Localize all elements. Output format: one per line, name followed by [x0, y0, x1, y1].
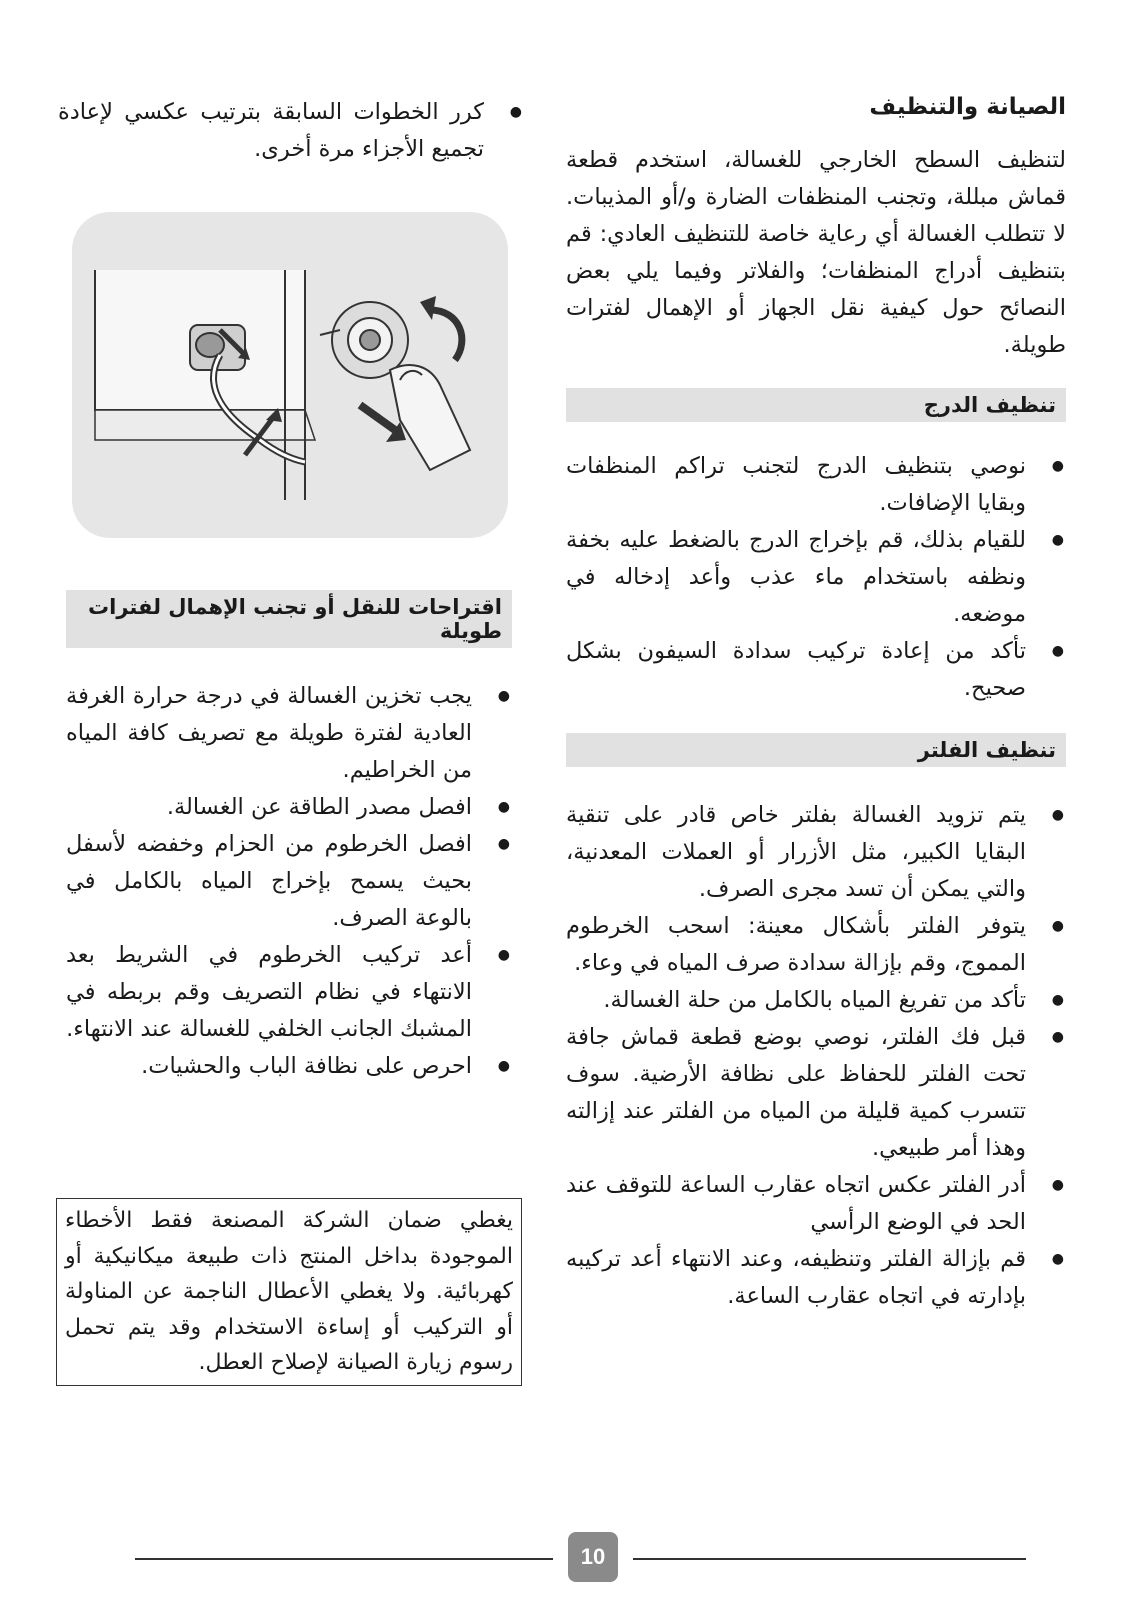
drawer-list	[566, 448, 1066, 707]
list-item: ● كرر الخطوات السابقة بترتيب عكسي لإعادة تجميع الأجزاء مرة أخرى.	[58, 94, 524, 168]
intro-paragraph: لتنظيف السطح الخارجي للغسالة، استخدم قطعة قماش مبللة، وتجنب المنظفات الضارة و/أو المذيبات. لا تتطلب الغسالة أي رعاية خاصة للتنظيف العادي: قم بتنظيف أدراج المنظفات؛ والفلاتر وفيما يلي بعض النصائح حول كيفية نقل الجهاز أو الإهمال لفترات طويلة.	[566, 147, 1066, 358]
storage-section	[66, 590, 512, 1085]
storage-list	[66, 678, 512, 1085]
list-item: ● نوصي بتنظيف الدرج لتجنب تراكم المنظفات وبقايا الإضافات.	[566, 448, 1066, 522]
list-item: ● احرص على نظافة الباب والحشيات.	[66, 1048, 512, 1085]
list-item: ● أدر الفلتر عكس اتجاه عقارب الساعة للتوقف عند الحد في الوضع الرأسي	[566, 1167, 1066, 1241]
footer-rule-right	[633, 1558, 1026, 1560]
list-item: ● تأكد من إعادة تركيب سدادة السيفون بشكل صحيح.	[566, 633, 1066, 707]
warranty-note: يغطي ضمان الشركة المصنعة فقط الأخطاء الموجودة بداخل المنتج ذات طبيعة ميكانيكية أو كهربائية. ولا يغطي الأعطال الناجمة عن المناولة أو التركيب أو إساءة الاستخدام وقد يتم تحمل رسوم زيارة الصيانة لإصلاح العطل.	[56, 1198, 522, 1386]
continued-list	[58, 94, 524, 168]
list-item: ● قبل فك الفلتر، نوصي بوضع قطعة قماش جافة تحت الفلتر للحفاظ على نظافة الأرضية. سوف تتسرب كمية قليلة من المياه من الفلتر عند إزالته وهذا أمر طبيعي.	[566, 1019, 1066, 1167]
list-item: ● قم بإزالة الفلتر وتنظيفه، وعند الانتهاء أعد تركيبه بإدارته في اتجاه عقارب الساعة.	[566, 1241, 1066, 1315]
storage-heading: اقتراحات للنقل أو تجنب الإهمال لفترات طويلة	[66, 590, 512, 648]
section-title: الصيانة والتنظيف	[869, 94, 1066, 120]
left-column	[58, 94, 524, 168]
drawer-heading: تنظيف الدرج	[566, 388, 1066, 422]
right-column	[566, 94, 1066, 1315]
list-item: ● يجب تخزين الغسالة في درجة حرارة الغرفة العادية لفترة طويلة مع تصريف كافة المياه من الخراطيم.	[66, 678, 512, 789]
list-item: ● افصل الخرطوم من الحزام وخفضه لأسفل بحيث يسمح بإخراج المياه بالكامل في بالوعة الصرف.	[66, 826, 512, 937]
list-item: ● يتم تزويد الغسالة بفلتر خاص قادر على تنقية البقايا الكبير، مثل الأزرار أو العملات المعدنية، والتي يمكن أن تسد مجرى الصرف.	[566, 797, 1066, 908]
filter-removal-illustration	[70, 210, 510, 540]
list-item: ● للقيام بذلك، قم بإخراج الدرج بالضغط عليه بخفة ونظفه باستخدام ماء عذب وأعد إدخاله في موضعه.	[566, 522, 1066, 633]
list-item: ● يتوفر الفلتر بأشكال معينة: اسحب الخرطوم المموج، وقم بإزالة سدادة صرف المياه في وعاء.	[566, 908, 1066, 982]
filter-heading: تنظيف الفلتر	[566, 733, 1066, 767]
page-number: 10	[568, 1532, 618, 1582]
list-item: ● أعد تركيب الخرطوم في الشريط بعد الانتهاء في نظام التصريف وقم بربطه في المشبك الجانب الخلفي للغسالة عند الانتهاء.	[66, 937, 512, 1048]
illustration-svg	[70, 210, 510, 540]
footer-rule-left	[135, 1558, 553, 1560]
list-item: ● افصل مصدر الطاقة عن الغسالة.	[66, 789, 512, 826]
filter-list	[566, 797, 1066, 1315]
list-item: ● تأكد من تفريغ المياه بالكامل من حلة الغسالة.	[566, 982, 1066, 1019]
